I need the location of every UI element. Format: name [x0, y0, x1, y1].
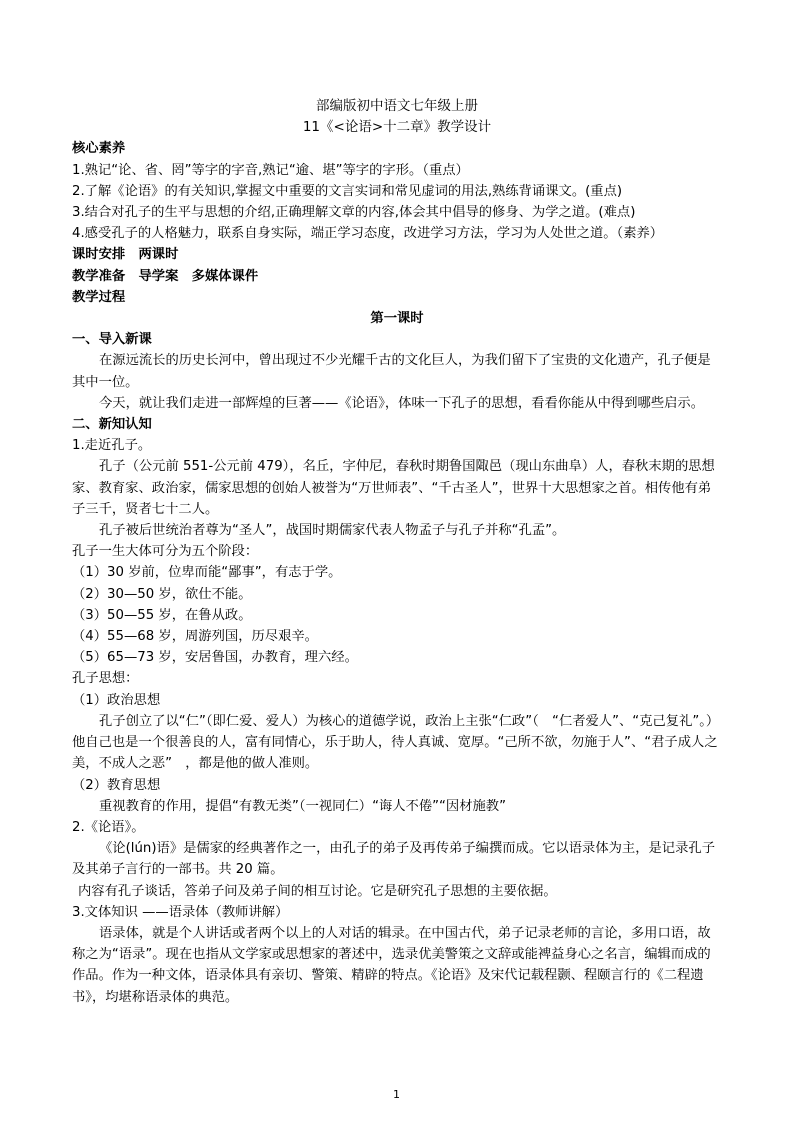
subsection-3-heading: 3.文体知识 ——语录体（教师讲解）	[72, 904, 289, 920]
lunyu-paragraph-2: 内容有孔子谈话，答弟子问及弟子间的相互讨论。它是研究孔子思想的主要依据。	[78, 883, 557, 899]
document-body	[72, 96, 722, 1008]
education-text: 重视教育的作用，提倡“有教无类”（一视同仁）“诲人不倦”“因材施教”	[99, 798, 506, 814]
core-heading: 核心素养	[72, 141, 126, 157]
education-label: （2）教育思想	[72, 777, 161, 793]
page-number: 1	[393, 1088, 400, 1101]
genre-paragraph: 语录体，就是个人讲话或者两个以上的人对话的辑录。在中国古代，弟子记录老师的言论，多用口语，故称之为“语录”。现在也指从文学家或思想家的著述中，选录优美警策之文辞或能裨益身心之名言，编辑而成的作品。作为一种文体，语录体具有亲切、警策、精辟的特点。《论语》及宋代记载程颢、程颐言行的《二程遗书》，均堪称语录体的典范。	[72, 925, 711, 1005]
section1-heading: 一、导入新课	[72, 332, 152, 348]
thought-intro: 孔子思想：	[72, 671, 139, 687]
confucius-bio: 孔子（公元前 551-公元前 479），名丘，字仲尼，春秋时期鲁国陬邑（现山东曲阜）人，春秋末期的思想家、教育家、政治家，儒家思想的创始人被誉为“万世师表”、“千古圣人”，世界十大思想家之首。相传他有弟子三千，贤者七十二人。	[72, 459, 715, 517]
stage-1: （1）30 岁前，位卑而能“鄙事”，有志于学。	[72, 565, 342, 581]
political-label: （1）政治思想	[72, 692, 161, 708]
core-item-4: 4.感受孔子的人格魅力，联系自身实际，端正学习态度，改进学习方法，学习为人处世之道。（素养）	[72, 226, 664, 242]
doc-title-line2: 11《<论语>十二章》教学设计	[302, 119, 492, 136]
doc-title-line1: 部编版初中语文七年级上册	[316, 98, 478, 114]
core-item-3: 3.结合对孔子的生平与思想的介绍,正确理解文章的内容,体会其中倡导的修身、为学之道。(难点)	[72, 205, 636, 221]
section2-heading: 二、新知认知	[72, 417, 152, 433]
subsection-1-heading: 1.走近孔子。	[72, 438, 152, 454]
stage-2: （2）30—50 岁，欲仕不能。	[72, 586, 252, 602]
intro-paragraph-1: 在源远流长的历史长河中，曾出现过不少光耀千古的文化巨人，为我们留下了宝贵的文化遗产，孔子便是其中一位。	[72, 353, 711, 390]
subsection-2-heading: 2.《论语》。	[72, 819, 145, 835]
intro-paragraph-2: 今天，就让我们走进一部辉煌的巨著——《论语》，体味一下孔子的思想，看看你能从中得到哪些启示。	[99, 395, 705, 411]
schedule: 课时安排 两课时	[72, 247, 179, 263]
stage-5: （5）65—73 岁，安居鲁国，办教育，理六经。	[72, 650, 358, 666]
stages-intro: 孔子一生大体可分为五个阶段：	[72, 544, 259, 560]
political-text: 孔子创立了以“仁”（即仁爱、爱人）为核心的道德学说，政治上主张“仁政”（ “仁者爱人”、“克己复礼”。）他自己也是一个很善良的人，富有同情心，乐于助人，待人真诚、宽厚。“己所不欲，勿施于人”、“君子成人之美，不成人之恶” ，都是他的做人准则。	[72, 713, 720, 772]
stage-4: （4）55—68 岁，周游列国，历尽艰辛。	[72, 629, 318, 645]
lesson1-heading: 第一课时	[370, 311, 424, 327]
stage-3: （3）50—55 岁，在鲁从政。	[72, 607, 252, 623]
prep: 教学准备 导学案 多媒体课件	[72, 268, 259, 284]
core-item-1: 1.熟记“论、省、罔”等字的字音,熟记“逾、堪”等字的字形。（重点）	[72, 162, 469, 178]
lunyu-paragraph-1: 《论(lún)语》是儒家的经典著作之一，由孔子的弟子及再传弟子编撰而成。它以语录体为主，是记录孔子及其弟子言行的一部书。共 20 篇。	[72, 841, 715, 878]
process-heading: 教学过程	[72, 289, 126, 305]
core-item-2: 2.了解《论语》的有关知识,掌握文中重要的文言实词和常见虚词的用法,熟练背诵课文。(重点)	[72, 183, 623, 199]
confucius-honor: 孔子被后世统治者尊为“圣人”，战国时期儒家代表人物孟子与孔子并称“孔孟”。	[99, 523, 566, 539]
